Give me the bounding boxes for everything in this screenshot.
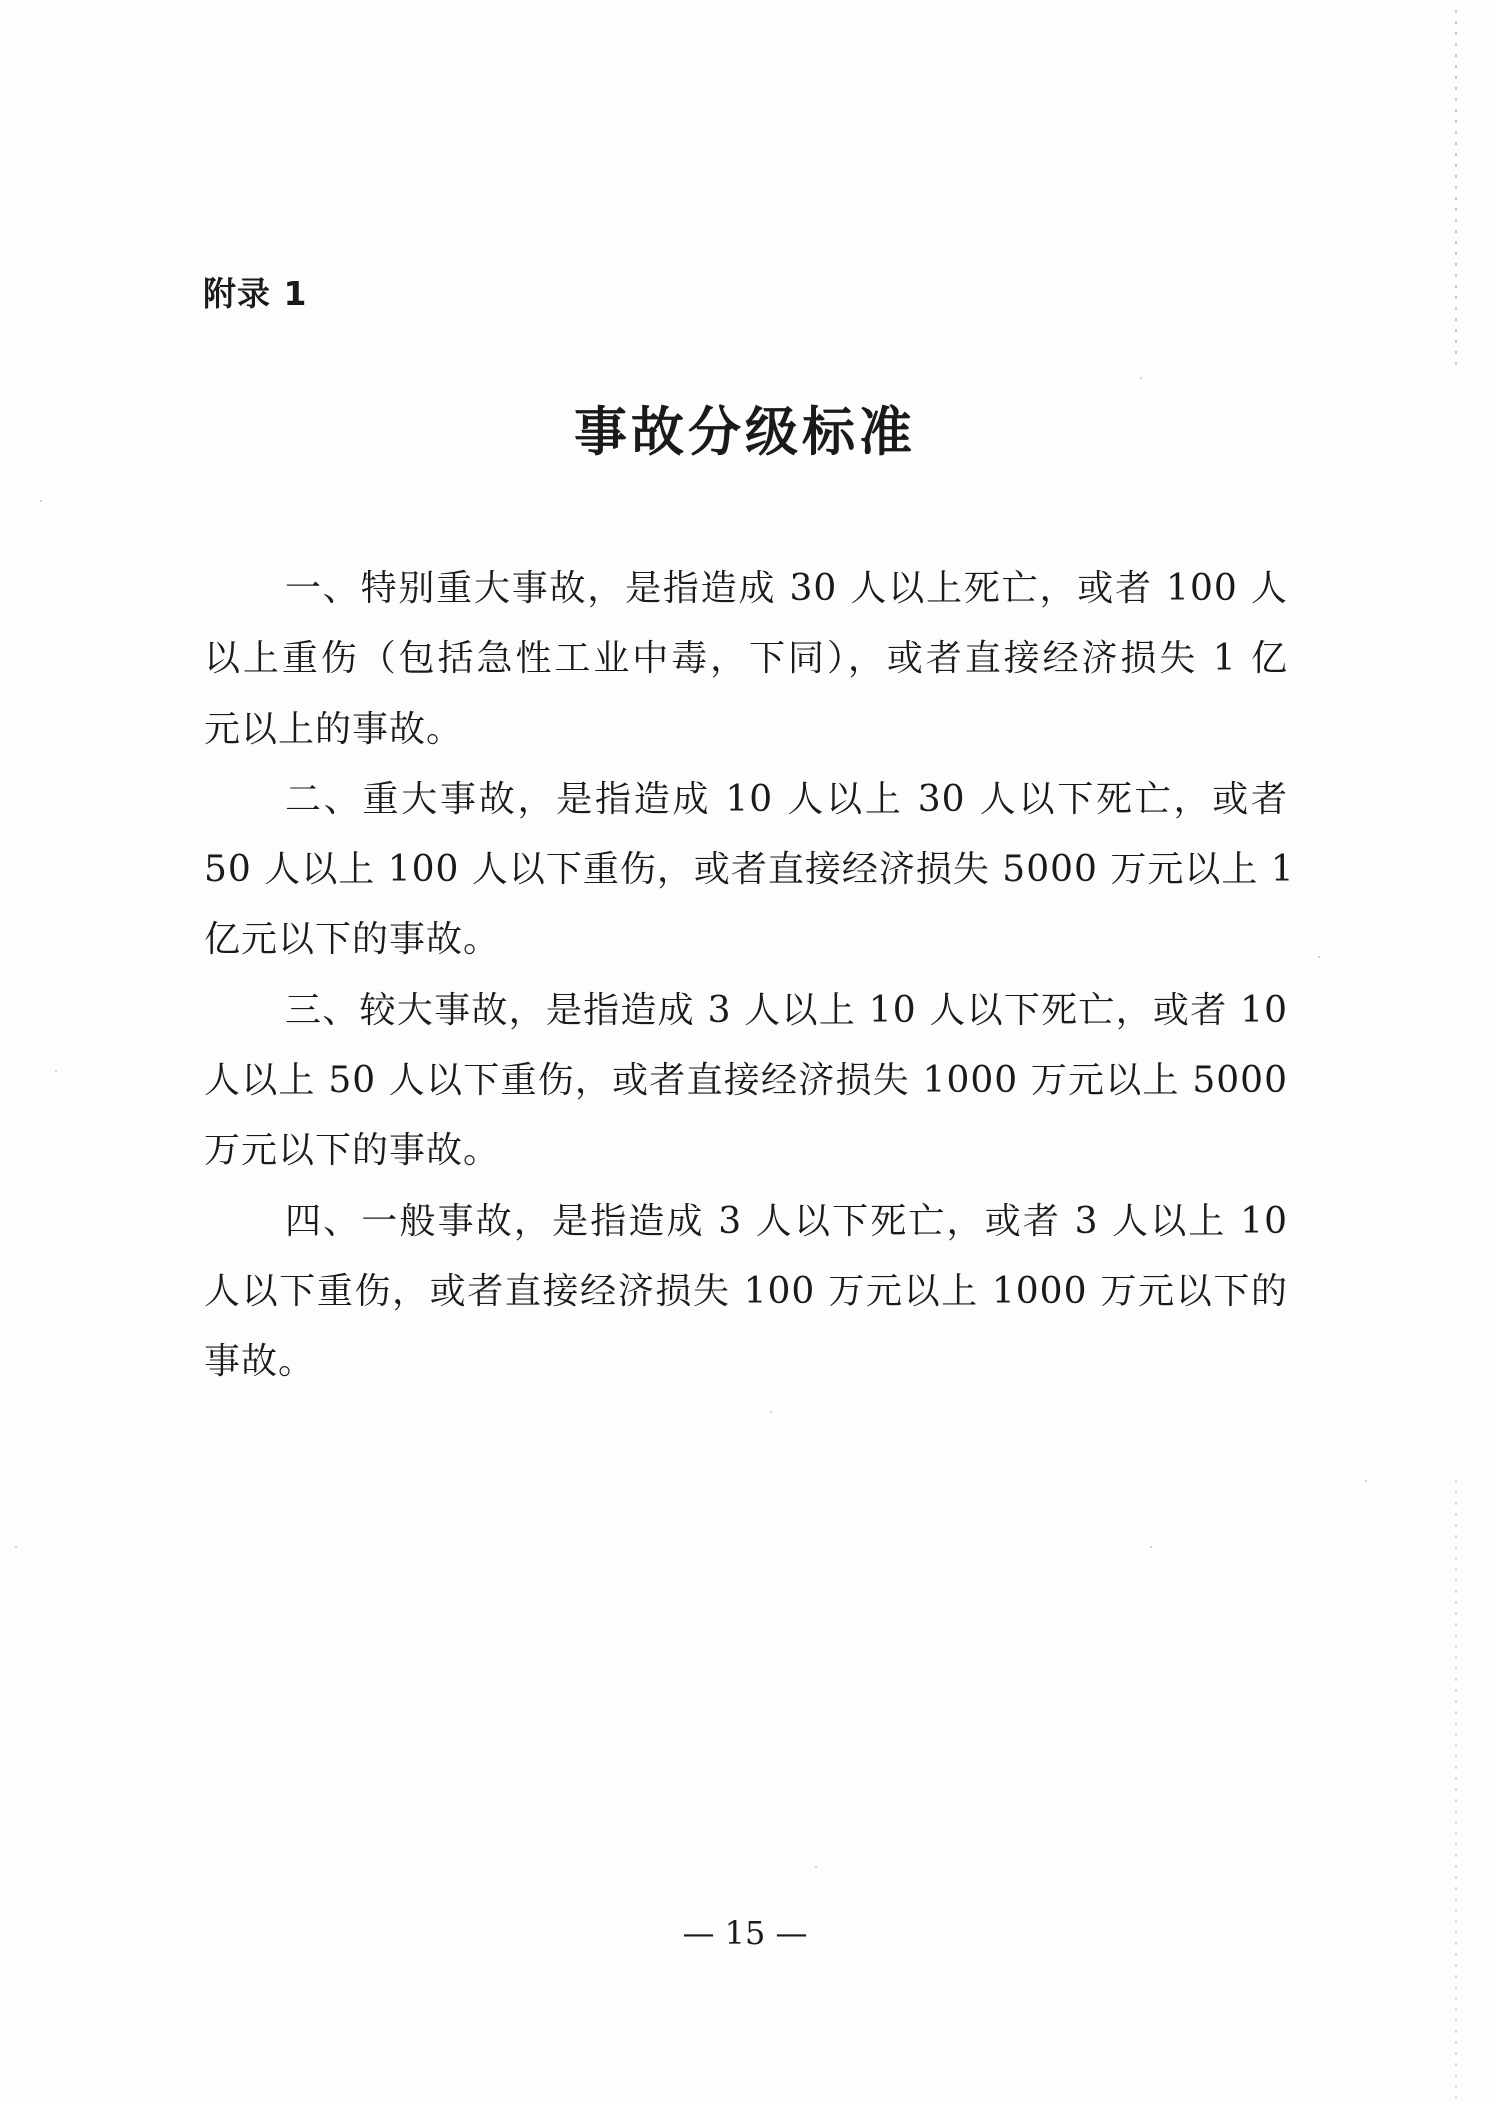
- paragraph-1-line-2: 以上重伤（包括急性工业中毒，下同），或者直接经济损失 1 亿: [204, 638, 1288, 679]
- scan-speck: [55, 1070, 57, 1072]
- scan-speck: [15, 1546, 17, 1548]
- scan-speck: [40, 500, 42, 502]
- scan-speck: [1318, 956, 1320, 958]
- scan-margin-marks-lower: [1455, 1480, 1457, 2100]
- scan-speck: [770, 1411, 772, 1413]
- paragraph-2-line-2: 50 人以上 100 人以下重伤，或者直接经济损失 5000 万元以上 1: [204, 849, 1295, 890]
- paragraph-1-line-3: 元以上的事故。: [204, 709, 464, 750]
- page-title: 事故分级标准: [574, 402, 916, 463]
- paragraph-4-line-1: 四、一般事故，是指造成 3 人以下死亡，或者 3 人以上 10: [285, 1201, 1288, 1242]
- paragraph-2-line-3: 亿元以下的事故。: [204, 919, 501, 960]
- paragraph-2-line-1: 二、重大事故，是指造成 10 人以上 30 人以下死亡，或者: [285, 779, 1288, 820]
- paragraph-3-line-2: 人以上 50 人以下重伤，或者直接经济损失 1000 万元以上 5000: [204, 1060, 1288, 1101]
- paragraph-3-line-1: 三、较大事故，是指造成 3 人以上 10 人以下死亡，或者 10: [285, 990, 1288, 1031]
- appendix-label: 附录 1: [203, 274, 308, 313]
- paragraph-3-line-3: 万元以下的事故。: [204, 1130, 501, 1171]
- scan-speck: [815, 1866, 817, 1868]
- paragraph-4-line-3: 事故。: [204, 1341, 316, 1382]
- scan-speck: [1150, 1546, 1152, 1548]
- paragraph-4-line-2: 人以下重伤，或者直接经济损失 100 万元以上 1000 万元以下的: [204, 1271, 1288, 1312]
- paragraph-1-line-1: 一、特别重大事故，是指造成 30 人以上死亡，或者 100 人: [285, 568, 1288, 609]
- scan-speck: [1140, 377, 1142, 379]
- scan-margin-marks: [1455, 10, 1457, 370]
- page-number: — 15 —: [682, 1914, 808, 1952]
- scan-speck: [1365, 1480, 1367, 1482]
